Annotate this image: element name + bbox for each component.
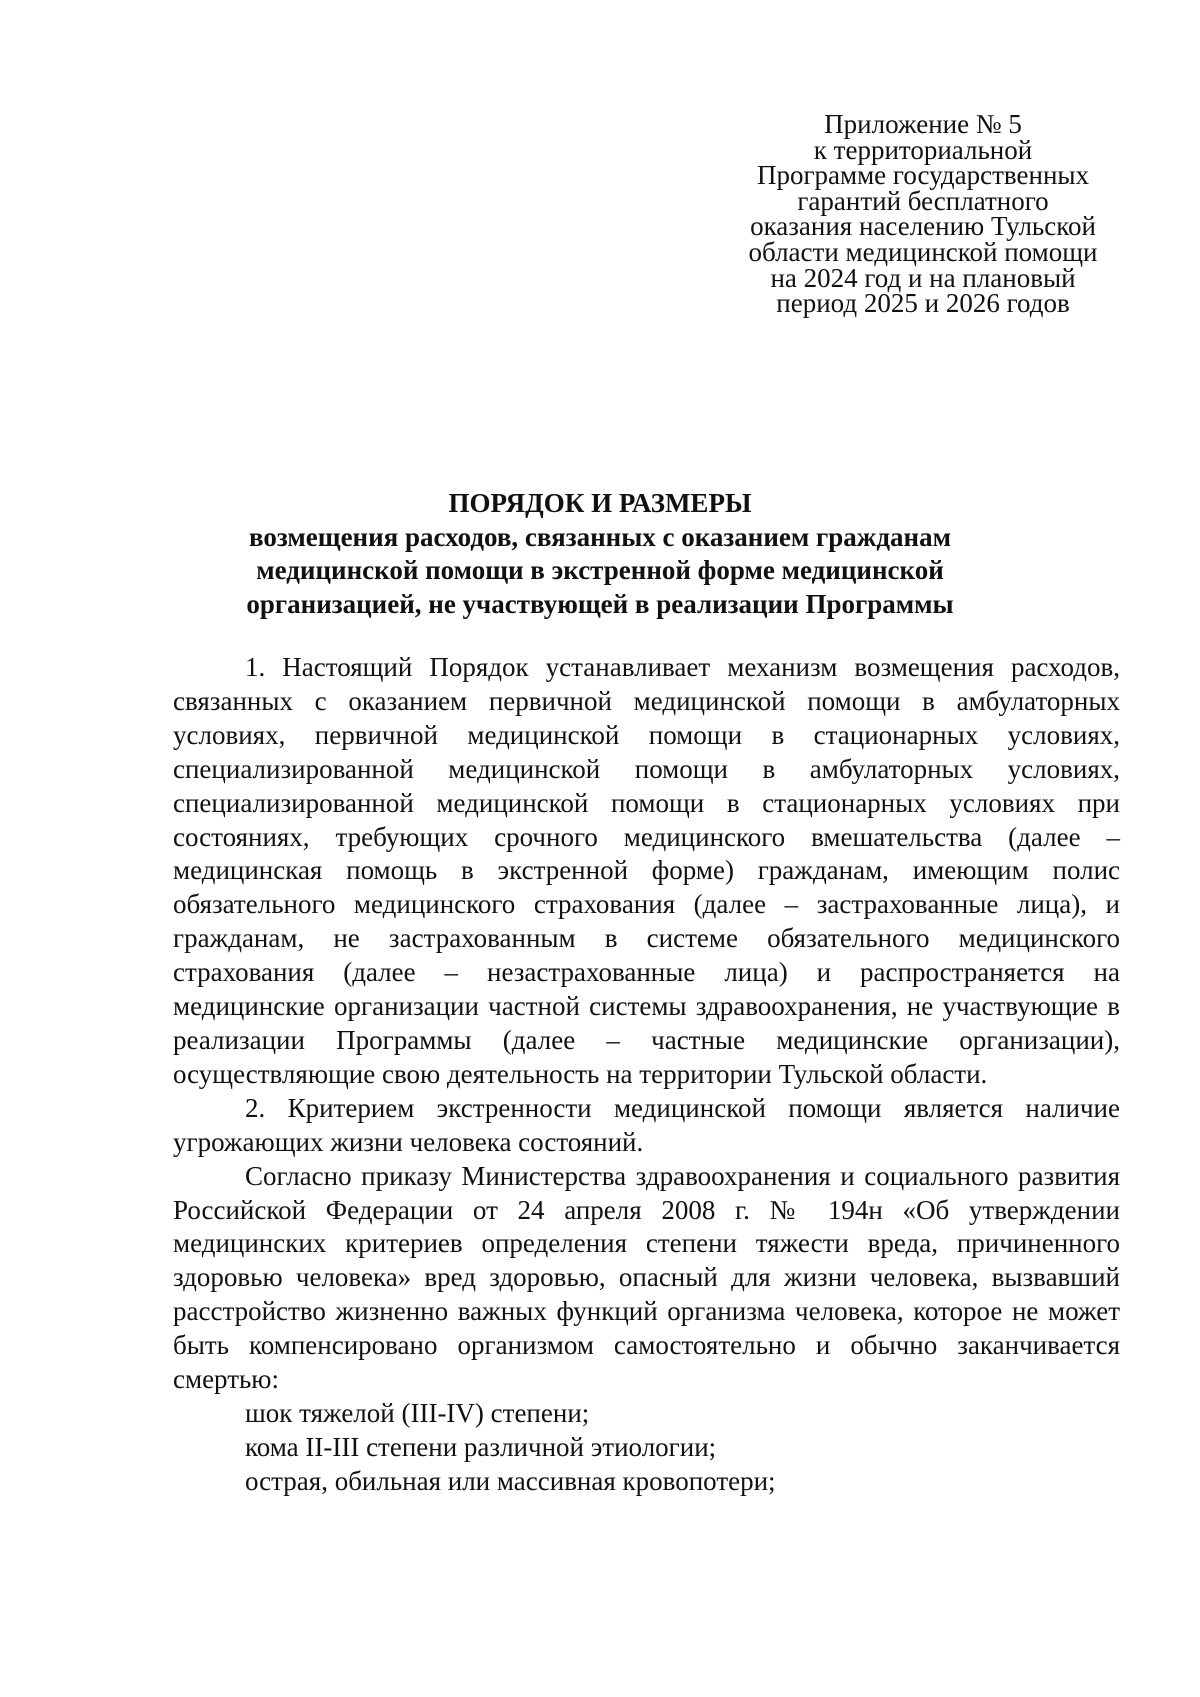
title-subtitle-line: медицинской помощи в экстренной форме медицинской [256,555,944,585]
list-item: кома II-III степени различной этиологии; [245,1431,717,1462]
document-body [173,651,1120,1499]
appendix-line: области медицинской помощи [748,236,1098,267]
appendix-line: оказания населению Тульской [750,211,1096,242]
appendix-line: к территориальной [813,134,1033,165]
list-item: шок тяжелой (III-IV) степени; [245,1397,590,1428]
document-title [150,487,1050,621]
appendix-header [718,109,1128,319]
title-heading: ПОРЯДОК И РАЗМЕРЫ [448,488,752,518]
body-paragraph: Согласно приказу Министерства здравоохранения и социального развития Российской Федерации от 24 апреля 2008 г. № 194н «Об утверждении медицинских критериев определения степени тяжести вреда, причиненного здоровью человека» вред здоровью, опасный для жизни человека, вызвавший расстройство жизненно важных функций организма человека, которое не может быть компенсировано организмом самостоятельно и обычно заканчивается смертью: [173,1160,1120,1395]
appendix-line: Приложение № 5 [824,109,1022,139]
appendix-line: на 2024 год и на плановый [770,262,1076,293]
appendix-line: Программе государственных [756,160,1090,191]
list-item: острая, обильная или массивная кровопотери; [245,1465,776,1496]
appendix-line: гарантий бесплатного [797,185,1049,216]
title-subtitle-line: организацией, не участвующей в реализации Программы [246,588,954,619]
body-paragraph: 2. Критерием экстренности медицинской помощи является наличие угрожающих жизни человека состояний. [173,1092,1120,1157]
title-subtitle-line: возмещения расходов, связанных с оказанием гражданам [249,521,951,552]
body-paragraph: 1. Настоящий Порядок устанавливает механизм возмещения расходов, связанных с оказанием первичной медицинской помощи в амбулаторных условиях, первичной медицинской помощи в стационарных условиях, специализированной медицинской помощи в амбулаторных условиях, специализированной медицинской помощи в стационарных условиях при состояниях, требующих срочного медицинского вмешательства (далее – медицинская помощь в экстренной форме) гражданам, имеющим полис обязательного медицинского страхования (далее – застрахованные лица), и гражданам, не застрахованным в системе обязательного медицинского страхования (далее – незастрахованные лица) и распространяется на медицинские организации частной системы здравоохранения, не участвующие в реализации Программы (далее – частные медицинские организации), осуществляющие свою деятельность на территории Тульской области. [173,652,1120,1089]
appendix-line: период 2025 и 2026 годов [776,288,1070,319]
